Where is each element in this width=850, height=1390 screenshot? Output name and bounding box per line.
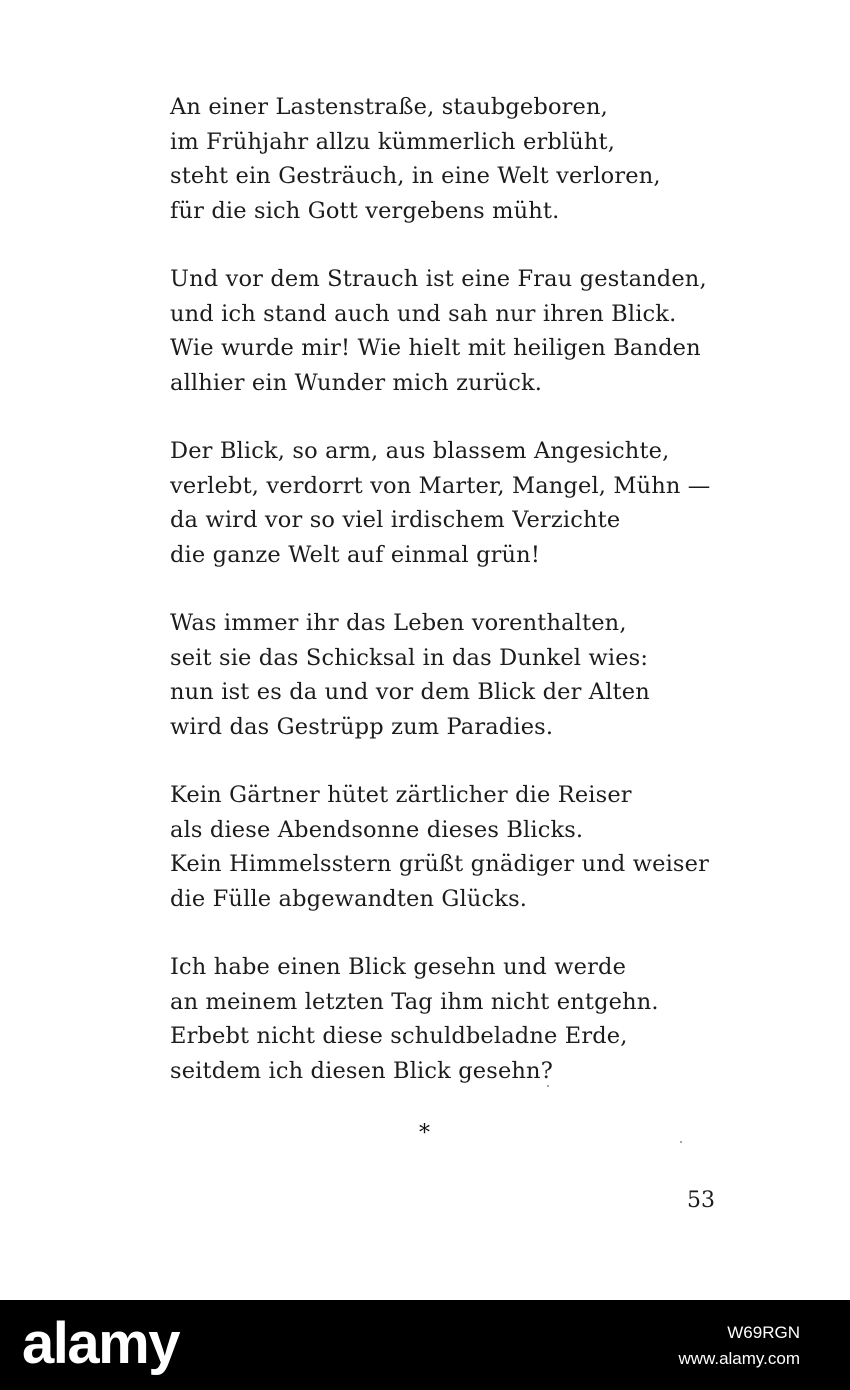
- poem-line: als diese Abendsonne dieses Blicks.: [170, 816, 584, 843]
- poem-line: Kein Gärtner hütet zärtlicher die Reiser: [170, 782, 632, 808]
- poem-line: an meinem letzten Tag ihm nicht entgehn.: [170, 988, 659, 1015]
- section-ornament-asterisk: *: [419, 1121, 430, 1146]
- poem-line: Und vor dem Strauch ist eine Frau gestanden,: [170, 266, 707, 292]
- paper-speck: [547, 1085, 549, 1087]
- poem-line: Wie wurde mir! Wie hielt mit heiligen Banden: [170, 335, 701, 361]
- poem-line: Ich habe einen Blick gesehn und werde: [170, 954, 627, 980]
- poem-line: Was immer ihr das Leben vorenthalten,: [170, 610, 627, 636]
- poem-line: allhier ein Wunder mich zurück.: [170, 369, 543, 396]
- poem-line: seit sie das Schicksal in das Dunkel wies:: [170, 644, 649, 671]
- paper-speck: [680, 1141, 682, 1143]
- watermark-footer-bar: [0, 1300, 850, 1390]
- poem-line: verlebt, verdorrt von Marter, Mangel, Mühn —: [170, 472, 711, 499]
- stanza-4: [170, 606, 730, 744]
- poem-line: die ganze Welt auf einmal grün!: [170, 541, 541, 568]
- stanza-1: [170, 90, 730, 228]
- poem-line: für die sich Gott vergebens müht.: [170, 197, 560, 224]
- poem-line: seitdem ich diesen Blick gesehn?: [170, 1057, 553, 1084]
- poem-line: An einer Lastenstraße, staubgeboren,: [170, 94, 608, 120]
- poem-line: die Fülle abgewandten Glücks.: [170, 885, 528, 912]
- poem-line: nun ist es da und vor dem Blick der Alten: [170, 679, 650, 705]
- poem: [170, 90, 730, 1122]
- poem-line: Der Blick, so arm, aus blassem Angesichte,: [170, 438, 670, 464]
- stanza-2: [170, 262, 730, 400]
- image-id-label: W69RGN: [727, 1323, 800, 1342]
- watermark-url: www.alamy.com: [678, 1349, 800, 1368]
- poem-line: da wird vor so viel irdischem Verzichte: [170, 507, 621, 533]
- poem-line: steht ein Gesträuch, in eine Welt verloren,: [170, 163, 661, 189]
- stanza-3: [170, 434, 730, 572]
- stanza-6: [170, 950, 730, 1088]
- poem-line: Erbebt nicht diese schuldbeladne Erde,: [170, 1023, 628, 1049]
- alamy-logo: alamy: [22, 1311, 179, 1376]
- poem-line: und ich stand auch und sah nur ihren Blick.: [170, 300, 677, 327]
- poem-line: im Frühjahr allzu kümmerlich erblüht,: [170, 128, 616, 155]
- poem-line: wird das Gestrüpp zum Paradies.: [170, 713, 554, 740]
- page-number: 53: [687, 1188, 715, 1213]
- poem-line: Kein Himmelsstern grüßt gnädiger und weiser: [170, 851, 709, 877]
- stanza-5: [170, 778, 730, 916]
